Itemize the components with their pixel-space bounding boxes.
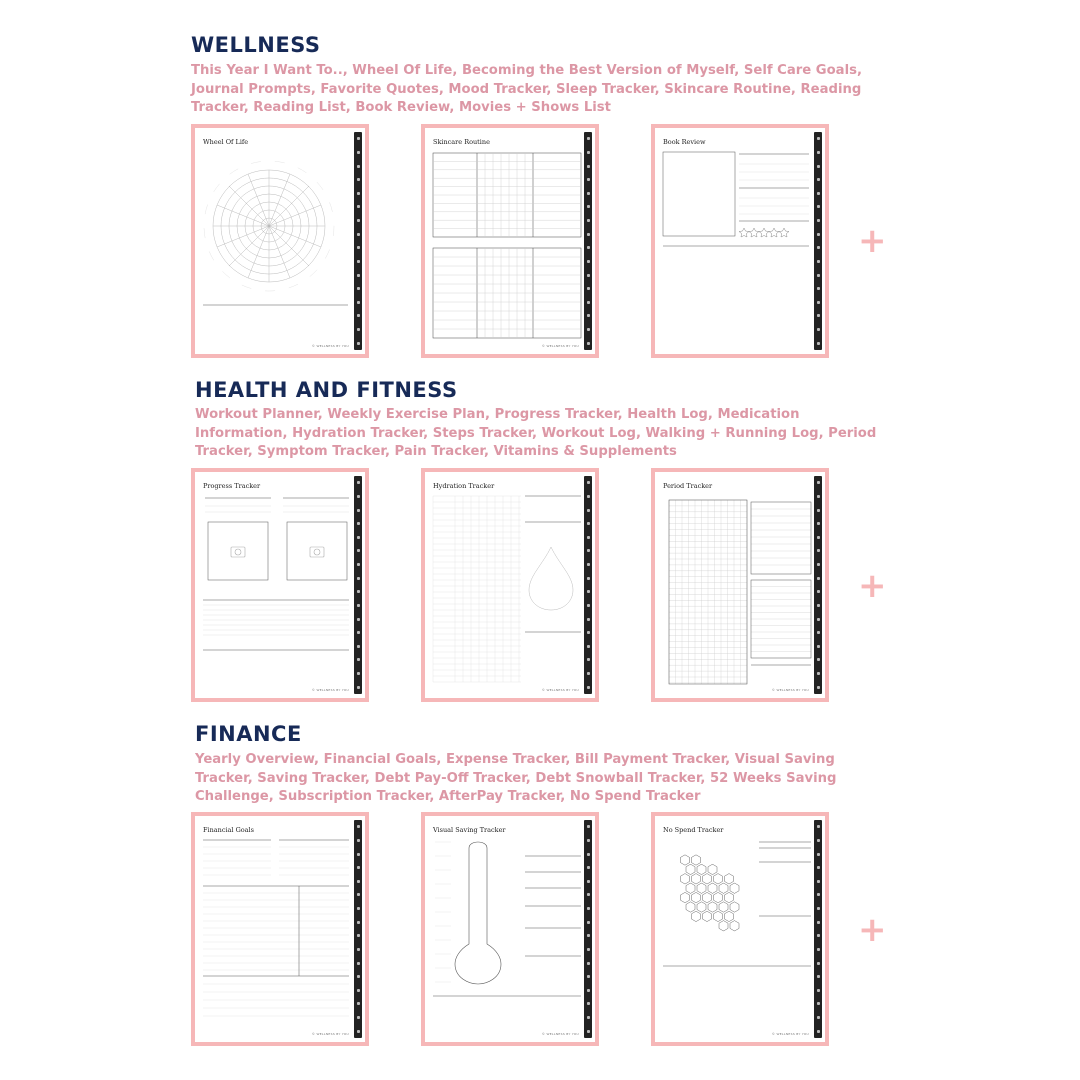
wheel-of-life-graphic — [195, 128, 365, 354]
page-preview-period-tracker — [651, 468, 829, 702]
page-preview-no-spend-tracker — [651, 812, 829, 1046]
side-tabs — [584, 476, 592, 694]
page-preview-financial-goals — [191, 812, 369, 1046]
side-tabs — [814, 820, 822, 1038]
page-footer: © WELLNESS BY YOU — [311, 344, 349, 348]
page-title: Financial Goals — [203, 826, 254, 834]
section-title-health-and-fitness: HEALTH AND FITNESS — [195, 378, 458, 402]
page-preview-hydration-tracker — [421, 468, 599, 702]
visual-saving-graphic — [425, 816, 595, 1042]
side-tabs — [584, 132, 592, 350]
section-title-wellness: WELLNESS — [191, 33, 321, 57]
side-tabs — [814, 132, 822, 350]
page-title: Visual Saving Tracker — [433, 826, 506, 834]
side-tabs — [814, 476, 822, 694]
page-footer: © WELLNESS BY YOU — [771, 1032, 809, 1036]
page-title: Period Tracker — [663, 482, 713, 490]
progress-tracker-graphic — [195, 472, 365, 698]
section-description-finance: Yearly Overview, Financial Goals, Expense Tracker, Bill Payment Tracker, Visual Saving Tracker, Saving Tracker, Debt Pay-Off Tracker, Debt Snowball Tracker, 52 Weeks Saving Challenge, Subscription Tracker, AfterPay Tracker, No Spend Tracker — [195, 752, 837, 804]
hydration-tracker-graphic — [425, 472, 595, 698]
section-description-wellness: This Year I Want To.., Wheel Of Life, Becoming the Best Version of Myself, Self Care Goals, Journal Prompts, Favorite Quotes, Mood Tracker, Sleep Tracker, Skincare Routine, Reading Tracker, Reading List, Book Review, Movies + Shows List — [191, 63, 862, 115]
page-title: Skincare Routine — [433, 138, 490, 146]
page-preview-wheel-of-life — [191, 124, 369, 358]
side-tabs — [354, 132, 362, 350]
page-footer: © WELLNESS BY YOU — [541, 688, 579, 692]
page-title: Progress Tracker — [203, 482, 261, 490]
page-footer: © WELLNESS BY YOU — [541, 1032, 579, 1036]
page-preview-visual-saving-tracker — [421, 812, 599, 1046]
no-spend-graphic — [655, 816, 825, 1042]
plus-icon: + — [858, 566, 887, 606]
book-review-graphic — [655, 128, 825, 354]
side-tabs — [584, 820, 592, 1038]
section-description-health-and-fitness: Workout Planner, Weekly Exercise Plan, Progress Tracker, Health Log, Medication Information, Hydration Tracker, Steps Tracker, Workout Log, Walking + Running Log, Period Tracker, Symptom Tracker, Pain Tracker, Vitamins & Supplements — [195, 407, 877, 459]
plus-icon: + — [858, 910, 887, 950]
period-tracker-graphic — [655, 472, 825, 698]
page-preview-book-review — [651, 124, 829, 358]
page-title: Hydration Tracker — [433, 482, 495, 490]
page-preview-progress-tracker — [191, 468, 369, 702]
side-tabs — [354, 476, 362, 694]
page-footer: © WELLNESS BY YOU — [771, 688, 809, 692]
page-footer: © WELLNESS BY YOU — [311, 688, 349, 692]
financial-goals-graphic — [195, 816, 365, 1042]
skincare-grid-graphic — [425, 128, 595, 354]
plus-icon: + — [858, 221, 887, 261]
page-footer: © WELLNESS BY YOU — [311, 1032, 349, 1036]
section-title-finance: FINANCE — [195, 722, 302, 746]
page-footer: © WELLNESS BY YOU — [541, 344, 579, 348]
page-preview-skincare-routine — [421, 124, 599, 358]
page-title: No Spend Tracker — [663, 826, 724, 834]
page-title: Wheel Of Life — [203, 138, 249, 146]
side-tabs — [354, 820, 362, 1038]
page-title: Book Review — [663, 138, 706, 146]
